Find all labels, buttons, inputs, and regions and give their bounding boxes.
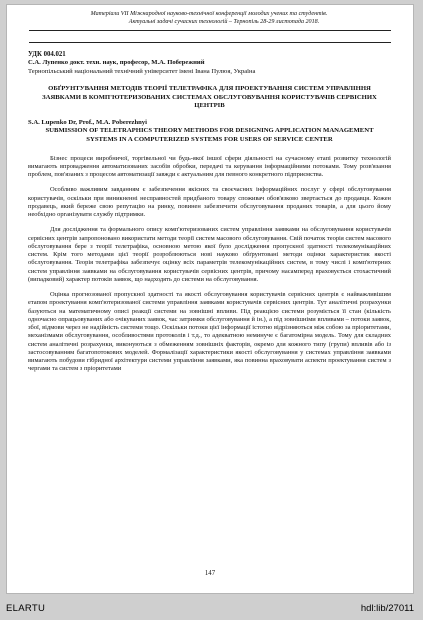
body-paragraph: Особливо важливим завданням є забезпечення якісних та своєчасних інформаційних послуг у сфері обслуговування користувачів, оскільки при виникненні несправностей придбаного товару споживач обов'язково звертається до продавця. Кожен продавець, який береже свою репутацію на ринку, повинен забезпечити обслуговування проданих товарів, а для цього йому необхідно організувати службу підтримки.: [28, 186, 391, 219]
header-rule: [29, 30, 391, 31]
title-ukrainian: ОБҐРУНТУВАННЯ МЕТОДІВ ТЕОРІЇ ТЕЛЕТРАФІКА ДЛЯ ПРОЕКТУВАННЯ СИСТЕМ УПРАВЛІННЯ ЗАЯВКАМИ В КОМП'ЮТЕРИЗОВАНИХ СИСТЕМАХ ОБСЛУГОВУВАННЯ КОРИСТУВАЧІВ СЕРВІСНИХ ЦЕНТРІВ: [42, 84, 377, 110]
affiliation: Тернопільський національний технічний університет імені Івана Пулюя, Україна: [28, 67, 256, 75]
authors-ua: С.А. Лупенко докт. техн. наук, професор, М.А. Побережний: [28, 59, 205, 67]
page-number: 147: [204, 570, 216, 577]
header-underline: [29, 42, 391, 43]
header-line-1: Матеріали VII Міжнародної науково-технічної конференції молодих учених та студентів.: [90, 11, 328, 17]
body-paragraph: Оцінка прогнозованої пропускної здатності та якості обслуговування користувачів сервісних центрів є найважливішим етапом проектування комп'ютеризованої системи управління заявками користувачів сервісних центрів. Тут аналітичні розрахунки базуються на математичному описі реакції системи на зовнішні впливи. Під реакцією системи розуміється її стан (кількість одночасно опрацьовуваних або очікуваних заявок, час затримки обслуговування й ін.), а під зовнішніми впливами – потоки заявок, збої, відмови через не надійність системи тощо. Оскільки потоки цієї інформації істотно відрізняються між собою за пріоритетами, механізмами обслуговування, особливостями протоколів і т.д., то адекватною неминуче є багатомірна модель. Тому для складних систем аналітичні розрахунки, виконуються з обмеженням зовнішніх факторів, окремо для кожного типу (групи) впливів або із застосовуванням багатопотокових моделей. Формалізації характеристики якості обслуговування у системах управління заявками вимагають побудови гібридної архітектури системи управління заявками, яка повинна враховувати аспекти проектування систем з чергами та систем з пріоритетами: [28, 291, 391, 373]
article-body: [28, 155, 391, 374]
header-line-2: Актуальні задачі сучасних технологій – Тернопіль 28-29 листопада 2018.: [128, 18, 320, 25]
body-paragraph: Для дослідження та формального опису комп'ютеризованих систем управління заявками на обслуговування користувачів сервісних центрів запропоновано використати методи теорії систем масового обслуговування. Свій початок теорія систем масового обслуговування бере з теорії телетрафіка, основною метою якої було дослідження пропускної здатності телекомунікаційних систем. Крім того методами цієї теорії розроблюються нові науково обґрунтовані методи оцінки характеристик якості обслуговування. Теорія телетрафіка забезпечує оцінку всіх параметрів телекомунікаційних систем, в тому числі і комп'ютерних систем управління заявками на обслуговування користувачів сервісних центрів, причому насамперед враховується стохастичний (випадковий) характер потоків заявок, що надходять до системи на обслуговування.: [28, 226, 391, 283]
authors-en: S.A. Lupenko Dr, Prof., M.A. Poberezhnyi: [28, 118, 147, 126]
handle-id: hdl:lib/27011: [360, 603, 414, 614]
udk-code: УДК 004.021: [28, 51, 66, 58]
body-paragraph: Бізнес процеси виробничої, торгівельної чи будь-якої іншої сфери діяльності на сучасному етапі розвитку технологій вимагають впровадження автоматизованих засобів обробки, передачі та керування інформаційними потоками. Тому розв'язання проблем, пов'язаних з процесом автоматизації завжди є актуальним для певного конкретного підприємства.: [28, 154, 391, 179]
running-header: [27, 11, 391, 26]
title-english: SUBMISSION OF TELETRAPHICS THEORY METHODS FOR DESIGNING APPLICATION MANAGEMENT SYSTEMS IN A COMPUTERIZED SYSTEMS FOR USERS OF SERVICE CENTER: [45, 127, 374, 143]
document-page: [6, 4, 414, 594]
article-content: [28, 51, 391, 381]
repository-label: ELARTU: [6, 603, 46, 614]
